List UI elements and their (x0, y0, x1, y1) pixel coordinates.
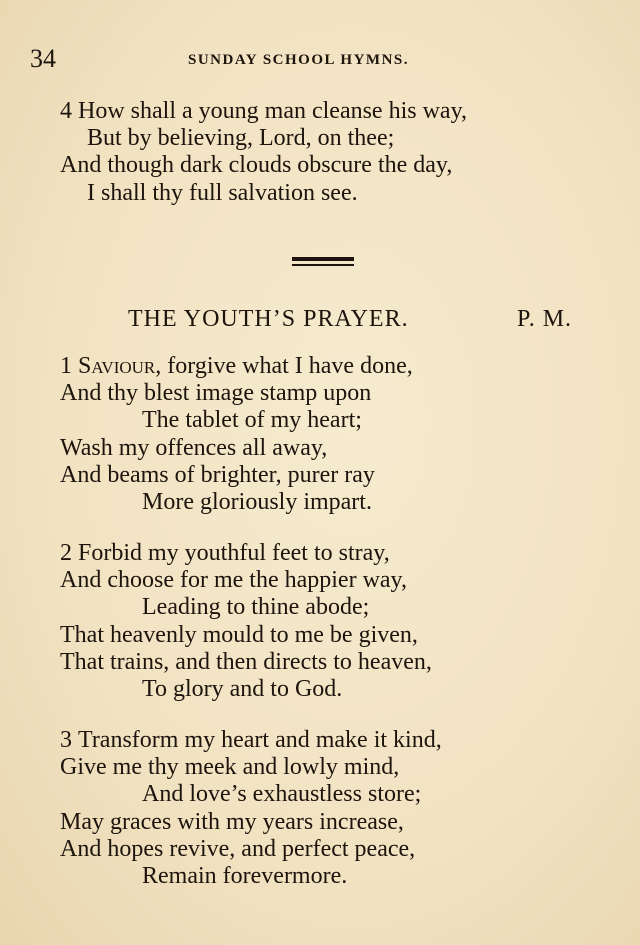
stanza-number: 2 (60, 540, 72, 566)
hymn-title: THE YOUTH’S PRAYER. (128, 306, 409, 332)
verse-line (60, 540, 600, 567)
hymn-stanza-3 (60, 727, 600, 890)
verse-line: I shall thy full salvation see. (87, 179, 358, 206)
hymn-stanza-2 (60, 540, 600, 703)
page-header (30, 44, 600, 76)
verse-line: May graces with my years increase, (60, 808, 404, 835)
verse-line: To glory and to God. (142, 675, 343, 702)
verse-line (60, 727, 600, 754)
verse-line: Remain forevermore. (142, 862, 348, 889)
verse-line: Leading to thine abode; (142, 594, 370, 621)
verse-line: Give me thy meek and lowly mind, (60, 754, 400, 781)
verse-line: That trains, and then directs to heaven, (60, 648, 432, 675)
verse-line: That heavenly mould to me be given, (60, 621, 418, 648)
verse-line: The tablet of my heart; (142, 407, 362, 434)
verse-line: And though dark clouds obscure the day, (60, 152, 453, 179)
verse-text: How shall a young man cleanse his way, (78, 98, 468, 124)
verse-line: More gloriously impart. (142, 488, 372, 515)
verse-line: And beams of brighter, purer ray (60, 461, 375, 488)
verse-line (60, 98, 600, 125)
verse-line: And thy blest image stamp upon (60, 380, 372, 407)
stanza-number: 4 (60, 98, 72, 124)
verse-text: Transform my heart and make it kind, (78, 727, 442, 753)
running-title: SUNDAY SCHOOL HYMNS. (188, 52, 410, 68)
verse-first-word: Saviour (78, 353, 156, 379)
hymn-meter: P. M. (517, 306, 573, 332)
stanza-number: 3 (60, 727, 72, 753)
verse-text: Forbid my youthful feet to stray, (78, 540, 390, 566)
section-divider (292, 257, 354, 266)
verse-line: But by believing, Lord, on thee; (87, 125, 395, 152)
verse-line: And hopes revive, and perfect peace, (60, 835, 416, 862)
verse-line: And choose for me the happier way, (60, 567, 407, 594)
hymn-stanza-1 (60, 353, 600, 516)
verse-line: Wash my offences all away, (60, 434, 328, 461)
stanza-number: 1 (60, 353, 72, 379)
page-number: 34 (30, 44, 56, 73)
previous-hymn-stanza-4 (60, 98, 600, 207)
verse-text: , forgive what I have done, (155, 353, 413, 379)
verse-line: And love’s exhaustless store; (142, 781, 422, 808)
verse-line (60, 353, 600, 380)
